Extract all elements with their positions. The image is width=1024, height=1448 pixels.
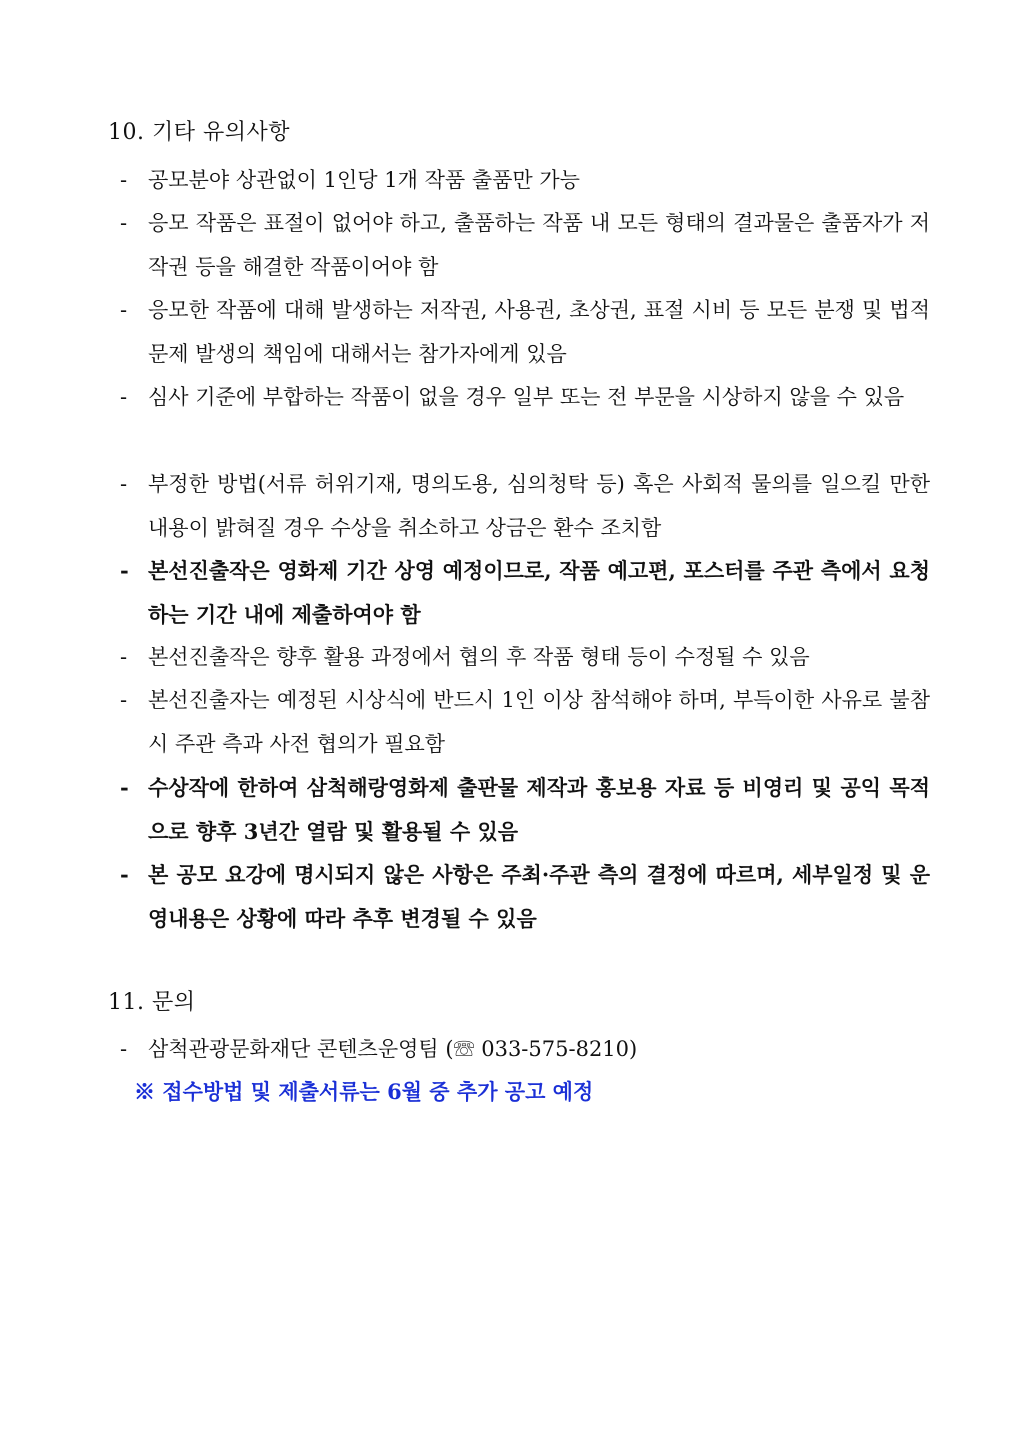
list-item-emphasis — [120, 766, 930, 853]
list-item — [120, 463, 930, 550]
contact-text: 삼척관광문화재단 콘텐츠운영팀 (☏ 033-575-8210) — [148, 1037, 638, 1061]
bullet-dash: - — [120, 211, 128, 235]
list-item — [120, 289, 930, 376]
list-item — [120, 159, 930, 203]
bullet-dash: - — [120, 645, 128, 669]
list-item-text: 공모분야 상관없이 1인당 1개 작품 출품만 가능 — [148, 168, 580, 192]
list-item-text: 부정한 방법(서류 허위기재, 명의도용, 심의청탁 등) 혹은 사회적 물의를 일으킬 만한 내용이 밝혀질 경우 수상을 취소하고 상금은 환수 조치함 — [148, 472, 930, 540]
section-11-title: 11. 문의 — [108, 990, 196, 1015]
bullet-dash: - — [120, 298, 128, 322]
bullet-dash: - — [120, 775, 129, 800]
list-item-text: 응모한 작품에 대해 발생하는 저작권, 사용권, 초상권, 표절 시비 등 모든 분쟁 및 법적 문제 발생의 책임에 대해서는 참가자에게 있음 — [148, 298, 930, 366]
list-item — [120, 636, 930, 680]
list-item-emphasis — [120, 549, 930, 636]
bullet-dash: - — [120, 472, 128, 496]
list-item — [120, 202, 930, 289]
bullet-dash: - — [120, 385, 128, 409]
list-item — [120, 679, 930, 766]
list-item-text: 본 공모 요강에 명시되지 않은 사항은 주최·주관 측의 결정에 따르며, 세부일정 및 운영내용은 상황에 따라 추후 변경될 수 있음 — [148, 862, 930, 931]
contact-item — [120, 1028, 930, 1072]
list-item — [120, 376, 930, 420]
list-item-text: 수상작에 한하여 삼척해랑영화제 출판물 제작과 홍보용 자료 등 비영리 및 공익 목적으로 향후 3년간 열람 및 활용될 수 있음 — [148, 775, 930, 844]
list-item-text: 본선진출작은 향후 활용 과정에서 협의 후 작품 형태 등이 수정될 수 있음 — [148, 645, 810, 669]
bullet-dash: - — [120, 862, 129, 887]
bullet-dash: - — [120, 558, 129, 583]
bullet-dash: - — [120, 168, 128, 192]
bullet-dash: - — [120, 1037, 128, 1061]
list-item-text: 본선진출자는 예정된 시상식에 반드시 1인 이상 참석해야 하며, 부득이한 사유로 불참 시 주관 측과 사전 협의가 필요함 — [148, 688, 930, 756]
notice-text: ※ 접수방법 및 제출서류는 6월 중 추가 공고 예정 — [134, 1079, 594, 1104]
list-item-text: 응모 작품은 표절이 없어야 하고, 출품하는 작품 내 모든 형태의 결과물은 출품자가 저작권 등을 해결한 작품이어야 함 — [148, 211, 930, 279]
bullet-dash: - — [120, 688, 128, 712]
list-item-text: 심사 기준에 부합하는 작품이 없을 경우 일부 또는 전 부문을 시상하지 않을 수 있음 — [148, 385, 905, 409]
section-10-title: 10. 기타 유의사항 — [108, 120, 290, 145]
list-item-text: 본선진출작은 영화제 기간 상영 예정이므로, 작품 예고편, 포스터를 주관 측에서 요청하는 기간 내에 제출하여야 함 — [148, 558, 930, 627]
list-item-emphasis — [120, 853, 930, 940]
